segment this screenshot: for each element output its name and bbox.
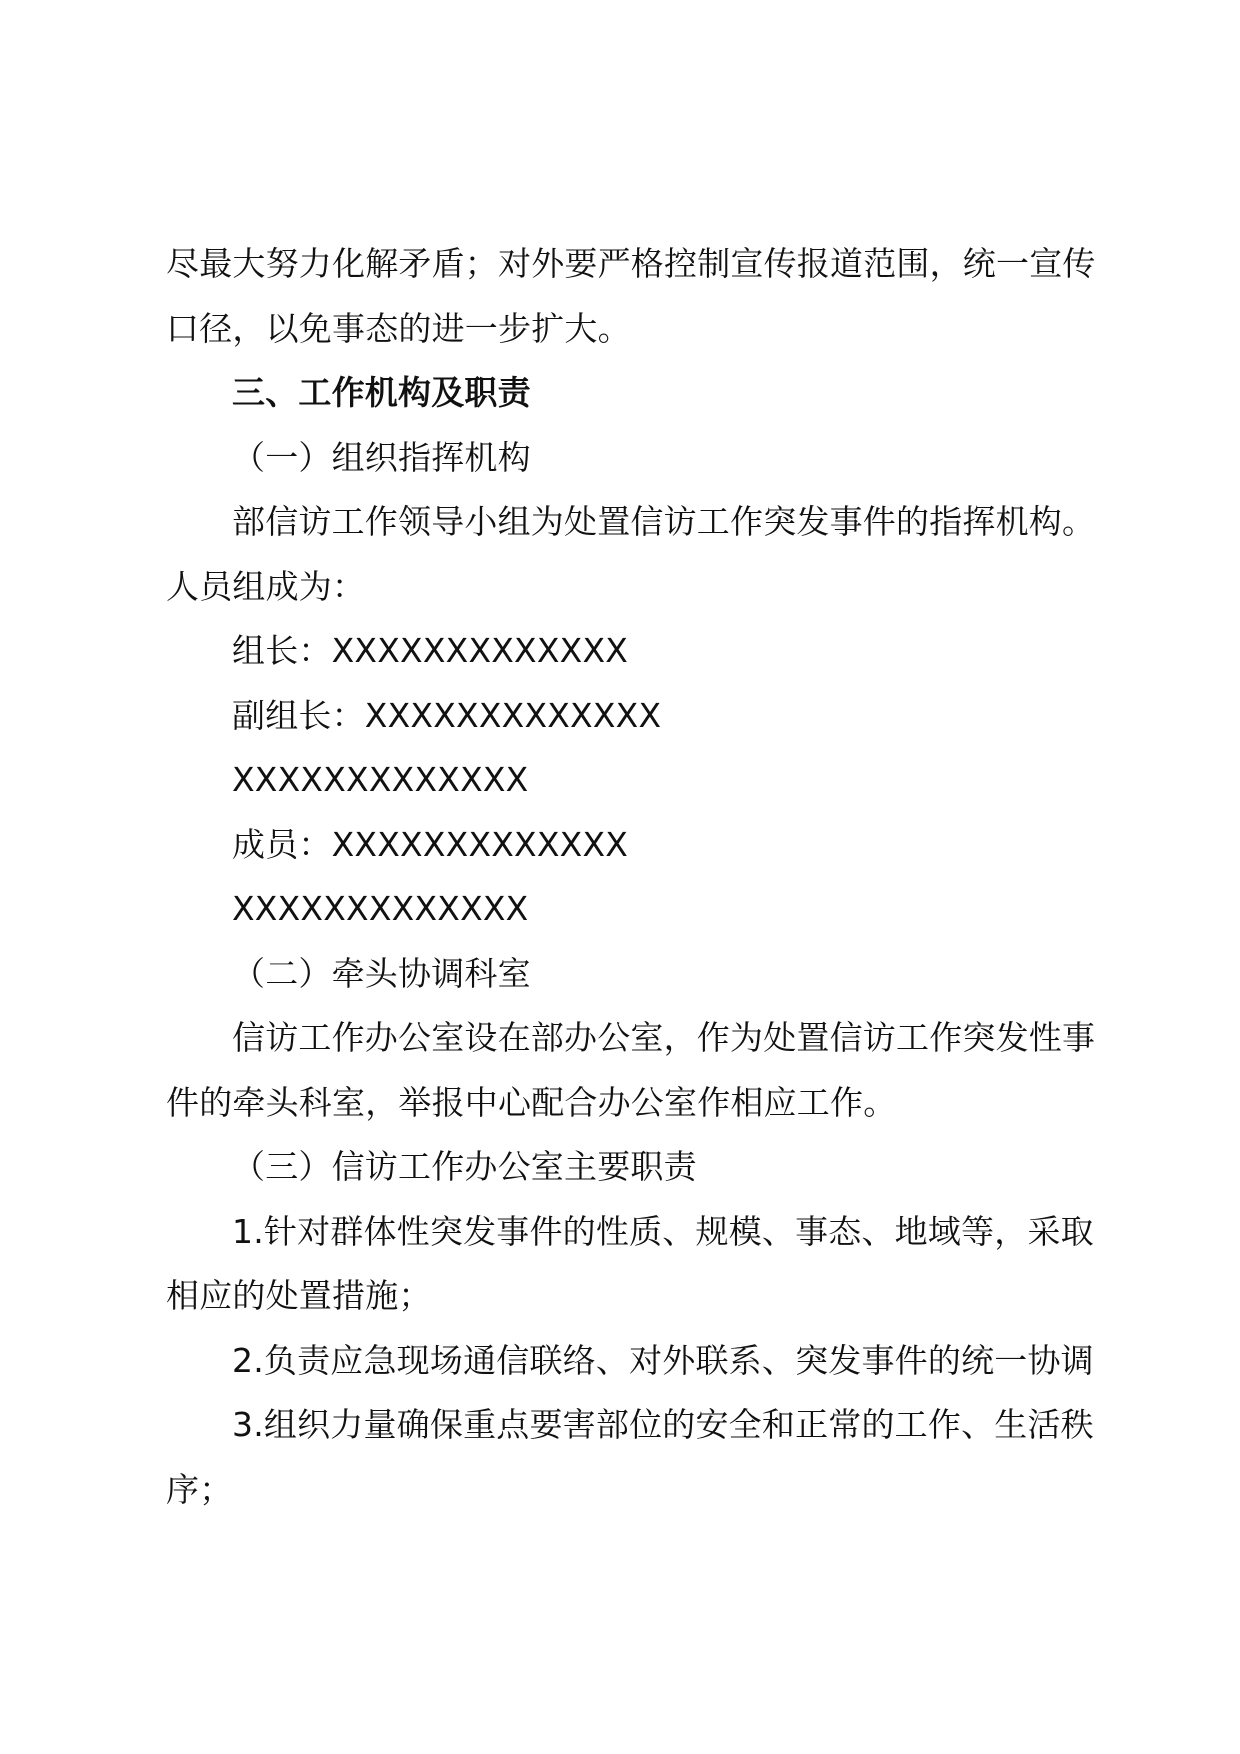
subsection-heading: （三）信访工作办公室主要职责	[232, 1147, 697, 1186]
paragraph-line: 件的牵头科室，举报中心配合办公室作相应工作。	[166, 1082, 897, 1122]
paragraph-line: 信访工作办公室设在部办公室，作为处置信访工作突发性事	[232, 1018, 1096, 1057]
list-item-line: 相应的处置措施；	[166, 1276, 432, 1315]
paragraph-line: 口径，以免事态的进一步扩大。	[166, 308, 631, 348]
subsection-heading: （二）牵头协调科室	[232, 953, 531, 993]
member-line: XXXXXXXXXXXXX	[232, 760, 529, 799]
list-item-line: 2.负责应急现场通信联络、对外联系、突发事件的统一协调	[232, 1340, 1094, 1380]
member-line: 成员：XXXXXXXXXXXXX	[232, 824, 629, 864]
list-item-line: 3.组织力量确保重点要害部位的安全和正常的工作、生活秩	[232, 1405, 1094, 1444]
document-body	[166, 232, 1106, 1522]
paragraph-line: 部信访工作领导小组为处置信访工作突发事件的指挥机构。	[232, 502, 1096, 541]
list-item-line: 1.针对群体性突发事件的性质、规模、事态、地域等，采取	[232, 1211, 1094, 1251]
paragraph-line: 人员组成为：	[166, 566, 366, 606]
member-line: 副组长：XXXXXXXXXXXXX	[232, 695, 662, 735]
subsection-heading: （一）组织指挥机构	[232, 437, 531, 477]
list-item-line: 序；	[166, 1469, 233, 1509]
member-line: 组长：XXXXXXXXXXXXX	[232, 631, 629, 670]
section-heading: 三、工作机构及职责	[232, 373, 531, 412]
paragraph-line: 尽最大努力化解矛盾；对外要严格控制宣传报道范围，统一宣传	[166, 244, 1096, 283]
member-line: XXXXXXXXXXXXX	[232, 889, 529, 928]
